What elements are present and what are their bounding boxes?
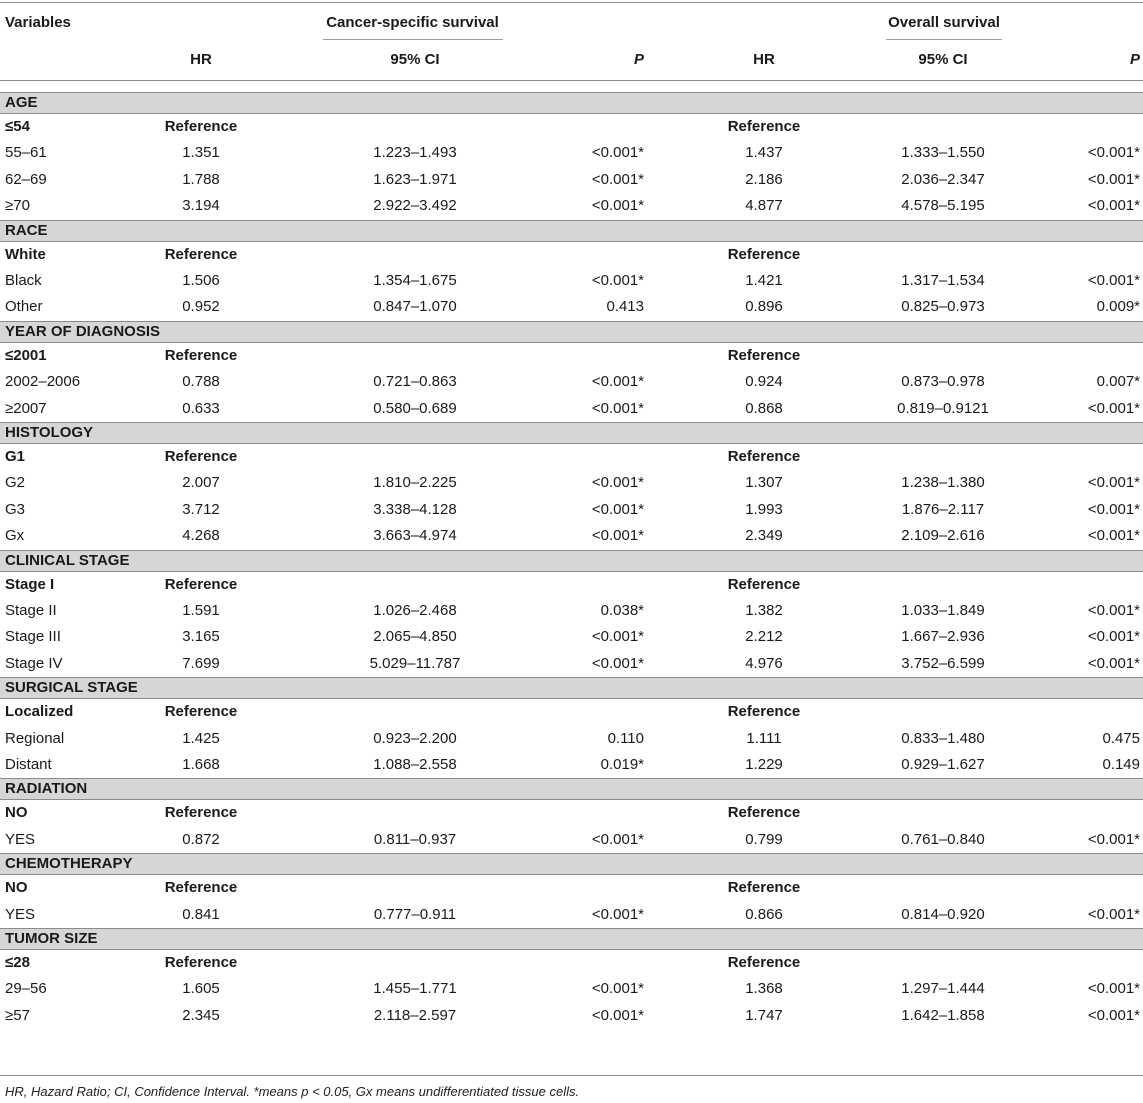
table-row	[0, 268, 1143, 294]
table-row	[0, 651, 1143, 677]
cell-hr-css: Reference	[164, 804, 238, 821]
cell-ci-css: 3.338–4.128	[373, 501, 457, 518]
table-row	[0, 396, 1143, 422]
cell-hr-css: 0.788	[182, 373, 220, 390]
header-ci-css: 95% CI	[390, 51, 440, 68]
cell-p-css: 0.019*	[600, 756, 644, 773]
table-row	[0, 598, 1143, 624]
cell-ci-css: 2.118–2.597	[373, 1007, 457, 1024]
cell-p-os: <0.001*	[1087, 1007, 1140, 1024]
table-row	[0, 726, 1143, 752]
cell-p-css: <0.001*	[591, 197, 644, 214]
cell-ci-os: 1.317–1.534	[901, 272, 985, 289]
cell-ci-css: 1.354–1.675	[373, 272, 457, 289]
cell-ci-css: 0.777–0.911	[373, 906, 457, 923]
cell-p-os: <0.001*	[1087, 474, 1140, 491]
row-label: ≥2007	[5, 400, 47, 417]
header-ci-os: 95% CI	[918, 51, 968, 68]
row-label: Stage II	[5, 602, 57, 619]
row-label: Stage III	[5, 628, 61, 645]
cell-hr-os: 2.186	[745, 171, 783, 188]
cell-hr-css: Reference	[164, 118, 238, 135]
cell-p-os: <0.001*	[1087, 980, 1140, 997]
cell-hr-os: 0.924	[745, 373, 783, 390]
row-label: ≤28	[5, 954, 30, 971]
table-footnote: HR, Hazard Ratio; CI, Confidence Interval. *means p < 0.05, Gx means undifferentiated tissue cells.	[5, 1084, 580, 1099]
cell-hr-css: Reference	[164, 347, 238, 364]
cell-hr-os: 0.799	[745, 831, 783, 848]
cell-p-os: <0.001*	[1087, 501, 1140, 518]
section-title: RACE	[5, 221, 48, 239]
table-row	[0, 497, 1143, 523]
header-p-css: P	[633, 51, 644, 68]
section-header	[0, 550, 1143, 572]
cell-ci-os: 1.667–2.936	[901, 628, 985, 645]
header-group-overall: Overall survival	[888, 14, 1000, 31]
cell-p-css: <0.001*	[591, 272, 644, 289]
cell-hr-css: 4.268	[182, 527, 220, 544]
cell-p-os: <0.001*	[1087, 831, 1140, 848]
cell-ci-os: 0.761–0.840	[901, 831, 985, 848]
row-label: Distant	[5, 756, 52, 773]
cell-ci-css: 0.847–1.070	[373, 298, 457, 315]
section-title: AGE	[5, 94, 38, 111]
cell-hr-css: 3.165	[182, 628, 220, 645]
cell-hr-os: Reference	[727, 954, 801, 971]
cell-hr-os: Reference	[727, 448, 801, 465]
section-header	[0, 677, 1143, 699]
header-hr-os: HR	[753, 51, 775, 68]
cell-ci-css: 0.721–0.863	[373, 373, 457, 390]
group-underline-overall	[886, 39, 1002, 40]
cell-p-os: <0.001*	[1087, 272, 1140, 289]
cell-p-os: <0.001*	[1087, 144, 1140, 161]
cell-ci-os: 0.825–0.973	[901, 298, 985, 315]
cell-p-css: <0.001*	[591, 655, 644, 672]
table-row	[0, 114, 1143, 140]
section-header	[0, 422, 1143, 444]
cell-ci-os: 4.578–5.195	[901, 197, 985, 214]
cell-hr-os: Reference	[727, 804, 801, 821]
cell-hr-os: 2.349	[745, 527, 783, 544]
cell-hr-css: 1.591	[182, 602, 220, 619]
table-row	[0, 827, 1143, 853]
cell-hr-os: 1.229	[745, 756, 783, 773]
cell-hr-os: 0.896	[745, 298, 783, 315]
cell-ci-os: 0.814–0.920	[901, 906, 985, 923]
row-label: 2002–2006	[5, 373, 81, 390]
cell-hr-css: 1.425	[182, 730, 220, 747]
table-row	[0, 1003, 1143, 1029]
cell-p-css: <0.001*	[591, 501, 644, 518]
cell-hr-os: Reference	[727, 347, 801, 364]
cell-hr-os: 1.993	[745, 501, 783, 518]
cell-hr-css: Reference	[164, 879, 238, 896]
cell-ci-css: 5.029–11.787	[369, 655, 461, 672]
cell-hr-os: Reference	[727, 118, 801, 135]
row-label: ≤2001	[5, 347, 47, 364]
cell-ci-os: 1.333–1.550	[901, 144, 985, 161]
row-label: 29–56	[5, 980, 47, 997]
cell-hr-os: 1.111	[746, 730, 782, 747]
cell-ci-css: 1.223–1.493	[373, 144, 457, 161]
cell-hr-css: Reference	[164, 576, 238, 593]
row-label: Regional	[5, 730, 65, 747]
cell-p-css: 0.110	[607, 730, 644, 747]
cell-p-os: 0.475	[1102, 730, 1140, 747]
cell-ci-os: 1.876–2.117	[901, 501, 985, 518]
row-label: Black	[5, 272, 42, 289]
table-bottom-rule	[0, 1075, 1143, 1076]
row-label: Stage I	[5, 576, 55, 593]
cell-hr-os: 1.437	[745, 144, 783, 161]
cell-hr-os: 0.868	[745, 400, 783, 417]
cell-hr-css: Reference	[164, 246, 238, 263]
table-row	[0, 699, 1143, 725]
cell-p-os: <0.001*	[1087, 400, 1140, 417]
row-label: ≤54	[5, 118, 30, 135]
section-header	[0, 220, 1143, 242]
table-row	[0, 902, 1143, 928]
cell-ci-css: 2.922–3.492	[373, 197, 457, 214]
section-title: HISTOLOGY	[5, 424, 94, 441]
section-header	[0, 321, 1143, 343]
cell-hr-os: 0.866	[745, 906, 783, 923]
table-row	[0, 242, 1143, 268]
cell-ci-os: 1.297–1.444	[901, 980, 985, 997]
section-header	[0, 928, 1143, 950]
row-label: G2	[5, 474, 26, 491]
section-title: SURGICAL STAGE	[5, 679, 138, 697]
cell-p-os: <0.001*	[1087, 628, 1140, 645]
row-label: G3	[5, 501, 26, 518]
cell-hr-os: Reference	[727, 703, 801, 720]
table-row	[0, 572, 1143, 598]
cell-ci-os: 2.109–2.616	[901, 527, 985, 544]
row-label: Stage IV	[5, 655, 63, 672]
cell-p-css: <0.001*	[591, 474, 644, 491]
cell-p-os: <0.001*	[1087, 527, 1140, 544]
row-label: ≥70	[5, 197, 30, 214]
section-title: TUMOR SIZE	[5, 930, 98, 947]
table-row	[0, 470, 1143, 496]
row-label: White	[5, 246, 46, 263]
cell-p-css: <0.001*	[591, 980, 644, 997]
cell-ci-css: 1.026–2.468	[373, 602, 457, 619]
table-row	[0, 800, 1143, 826]
table-row	[0, 343, 1143, 369]
cell-p-css: <0.001*	[591, 831, 644, 848]
row-label: Gx	[5, 527, 25, 544]
cell-hr-css: Reference	[164, 448, 238, 465]
cell-ci-os: 0.873–0.978	[901, 373, 985, 390]
table-row	[0, 444, 1143, 470]
cell-ci-os: 1.033–1.849	[901, 602, 985, 619]
cell-p-os: <0.001*	[1087, 171, 1140, 188]
row-label: ≥57	[5, 1007, 30, 1024]
cell-hr-css: 0.633	[182, 400, 220, 417]
table-top-rule	[0, 2, 1143, 3]
cell-ci-css: 1.623–1.971	[373, 171, 457, 188]
cell-hr-css: 2.007	[182, 474, 220, 491]
table-row	[0, 523, 1143, 549]
section-title: CLINICAL STAGE	[5, 551, 130, 569]
table-row	[0, 976, 1143, 1002]
cell-p-os: <0.001*	[1087, 602, 1140, 619]
cell-hr-os: 4.976	[745, 655, 783, 672]
section-header	[0, 778, 1143, 800]
table-row	[0, 294, 1143, 320]
row-label: 62–69	[5, 171, 47, 188]
header-p-os: P	[1129, 51, 1140, 68]
header-variables: Variables	[5, 14, 71, 31]
cell-p-os: 0.149	[1102, 756, 1140, 773]
table-row	[0, 752, 1143, 778]
cell-hr-css: 1.506	[182, 272, 220, 289]
cell-hr-css: Reference	[164, 703, 238, 720]
section-title: YEAR OF DIAGNOSIS	[5, 322, 161, 340]
row-label: NO	[5, 804, 28, 821]
cell-hr-css: 1.668	[182, 756, 220, 773]
cell-hr-css: 0.952	[182, 298, 220, 315]
cell-hr-os: 1.382	[745, 602, 783, 619]
cell-p-css: <0.001*	[591, 171, 644, 188]
cell-hr-os: Reference	[727, 246, 801, 263]
cell-hr-css: 1.605	[182, 980, 220, 997]
section-title: CHEMOTHERAPY	[5, 855, 133, 873]
cell-hr-css: 7.699	[182, 655, 220, 672]
cell-p-os: <0.001*	[1087, 655, 1140, 672]
header-bottom-rule	[0, 80, 1143, 81]
row-label: Localized	[5, 703, 74, 720]
cell-p-css: <0.001*	[591, 144, 644, 161]
row-label: 55–61	[5, 144, 47, 161]
row-label: YES	[5, 906, 36, 923]
cell-ci-os: 1.642–1.858	[901, 1007, 985, 1024]
cell-ci-css: 1.088–2.558	[373, 756, 457, 773]
cell-ci-os: 0.819–0.9121	[897, 400, 989, 417]
cell-hr-css: Reference	[164, 954, 238, 971]
cell-p-css: <0.001*	[591, 906, 644, 923]
cell-p-css: <0.001*	[591, 1007, 644, 1024]
table-row	[0, 950, 1143, 976]
group-underline-cancer-specific	[323, 39, 503, 40]
cell-p-css: 0.038*	[600, 602, 644, 619]
cell-hr-os: 1.307	[745, 474, 783, 491]
table-row	[0, 875, 1143, 901]
cell-hr-os: Reference	[727, 576, 801, 593]
cell-ci-css: 1.455–1.771	[373, 980, 457, 997]
cell-hr-css: 3.194	[182, 197, 220, 214]
header-hr-css: HR	[190, 51, 212, 68]
cell-hr-os: 1.747	[745, 1007, 783, 1024]
cell-ci-css: 2.065–4.850	[373, 628, 457, 645]
cell-hr-css: 0.841	[182, 906, 220, 923]
cell-p-css: <0.001*	[591, 400, 644, 417]
row-label: YES	[5, 831, 36, 848]
cell-p-os: 0.009*	[1096, 298, 1140, 315]
cell-p-os: 0.007*	[1096, 373, 1140, 390]
cell-ci-os: 1.238–1.380	[901, 474, 985, 491]
table-row	[0, 140, 1143, 166]
cell-ci-css: 0.923–2.200	[373, 730, 457, 747]
cell-p-css: <0.001*	[591, 373, 644, 390]
table-row	[0, 624, 1143, 650]
row-label: G1	[5, 448, 26, 465]
cell-hr-css: 0.872	[182, 831, 220, 848]
cell-ci-os: 0.929–1.627	[901, 756, 985, 773]
cell-p-os: <0.001*	[1087, 197, 1140, 214]
table-row	[0, 193, 1143, 219]
cell-ci-css: 3.663–4.974	[373, 527, 457, 544]
cell-hr-css: 3.712	[182, 501, 220, 518]
cell-hr-os: 1.368	[745, 980, 783, 997]
cell-p-css: <0.001*	[591, 527, 644, 544]
cell-p-os: <0.001*	[1087, 906, 1140, 923]
cell-ci-css: 1.810–2.225	[373, 474, 457, 491]
section-header	[0, 92, 1143, 114]
table-row	[0, 369, 1143, 395]
table-row	[0, 167, 1143, 193]
cell-hr-os: Reference	[727, 879, 801, 896]
section-header	[0, 853, 1143, 875]
cell-hr-css: 2.345	[182, 1007, 220, 1024]
cell-ci-os: 3.752–6.599	[901, 655, 985, 672]
cell-ci-os: 2.036–2.347	[901, 171, 985, 188]
section-title: RADIATION	[5, 780, 88, 798]
cell-p-css: <0.001*	[591, 628, 644, 645]
row-label: Other	[5, 298, 43, 315]
cell-p-css: 0.413	[606, 298, 644, 315]
cell-hr-css: 1.351	[182, 144, 220, 161]
cell-ci-os: 0.833–1.480	[901, 730, 985, 747]
row-label: NO	[5, 879, 28, 896]
cell-hr-os: 2.212	[745, 628, 783, 645]
cell-hr-os: 4.877	[745, 197, 783, 214]
cell-ci-css: 0.811–0.937	[373, 831, 457, 848]
header-group-cancer-specific: Cancer-specific survival	[326, 14, 499, 31]
cell-ci-css: 0.580–0.689	[373, 400, 457, 417]
cell-hr-os: 1.421	[745, 272, 783, 289]
cell-hr-css: 1.788	[182, 171, 220, 188]
